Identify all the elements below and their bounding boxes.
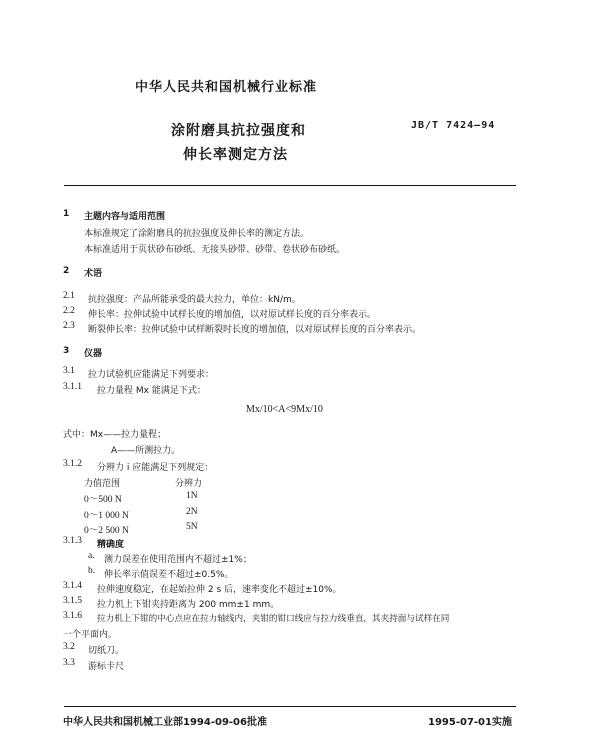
clause-2-3-number: 2.3 [63, 321, 75, 331]
item-b-label: b. [88, 566, 96, 576]
section-1-heading: 主题内容与适用范围 [84, 212, 166, 222]
clause-3-1-2-text: 分辨力 i 应能满足下列规定： [97, 463, 214, 473]
section-1-number: 1 [63, 209, 70, 219]
clause-3-1-1-text: 拉力量程 Mx 能满足下式： [97, 386, 206, 396]
document-title-line-1: 涂附磨具抗拉强度和 [171, 123, 306, 139]
document-title-line-2: 伸长率测定方法 [183, 147, 288, 163]
clause-3-2-number: 3.2 [63, 642, 75, 652]
clause-3-1-2-number: 3.1.2 [63, 459, 82, 469]
clause-3-1-4-text: 拉伸速度稳定，在起始拉伸 2 s 后，速率变化不超过±10%。 [97, 585, 342, 595]
item-a-text: 测力误差在使用范围内不超过±1%； [104, 555, 252, 565]
clause-3-1-text: 拉力试验机应能满足下列要求： [88, 370, 215, 380]
clause-3-1-3-text: 精确度 [97, 540, 125, 550]
clause-3-1-6-text-line-2: 一个平面内。 [63, 630, 118, 640]
footer-divider [64, 706, 516, 707]
table-row-3-resolution: 5N [186, 522, 198, 532]
header-divider [64, 185, 516, 186]
standard-number: JB/T 7424—94 [411, 120, 496, 131]
table-row-2-range: 0～1 000 N [84, 511, 129, 521]
clause-3-1-3-number: 3.1.3 [63, 536, 82, 546]
clause-3-3-text: 游标卡尺 [88, 662, 125, 672]
clause-2-2-text: 伸长率：拉伸试验中试样长度的增加值，以对原试样长度的百分率表示。 [88, 310, 377, 320]
formula-where-line-2: A——所测拉力。 [111, 446, 181, 456]
range-formula: Mx/10<A<9Mx/10 [246, 404, 323, 415]
issuing-organization: 中华人民共和国机械行业标准 [135, 80, 318, 95]
section-1-paragraph-1: 本标准规定了涂附磨具的抗拉强度及伸长率的测定方法。 [84, 229, 310, 239]
table-row-3-range: 0～2 500 N [84, 526, 129, 536]
table-row-2-resolution: 2N [186, 507, 198, 517]
clause-2-1-number: 2.1 [63, 291, 75, 301]
clause-3-1-6-text-line-1: 拉力机上下钳的中心点应在拉力轴线内，夹钳的钳口线应与拉力线垂直，其夹持面与试样在同 [97, 614, 450, 624]
table-header-resolution: 分辨力 [175, 479, 203, 489]
clause-3-1-4-number: 3.1.4 [63, 581, 82, 591]
section-2-number: 2 [63, 266, 70, 276]
item-b-text: 伸长率示值误差不超过±0.5%。 [104, 570, 234, 580]
table-row-1-resolution: 1N [186, 491, 198, 501]
clause-2-2-number: 2.2 [63, 306, 75, 316]
clause-3-1-1-number: 3.1.1 [63, 382, 82, 392]
section-1-paragraph-2: 本标准适用于页状砂布砂纸、无接头砂带、砂带、卷状砂布砂纸。 [84, 245, 346, 255]
section-3-heading: 仪器 [84, 349, 103, 359]
formula-where-line-1: 式中：Mx——拉力量程； [63, 430, 167, 440]
implementation-date: 1995-07-01实施 [428, 717, 512, 728]
clause-3-1-5-text: 拉力机上下钳夹持距离为 200 mm±1 mm。 [97, 600, 280, 610]
table-row-1-range: 0～500 N [84, 495, 122, 505]
clause-2-1-text: 抗拉强度：产品所能承受的最大拉力，单位：kN/m。 [88, 295, 301, 305]
clause-3-1-number: 3.1 [63, 366, 75, 376]
item-a-label: a. [88, 551, 95, 561]
section-3-number: 3 [63, 346, 70, 356]
clause-2-3-text: 断裂伸长率：拉伸试验中试样断裂时长度的增加值，以对原试样长度的百分率表示。 [88, 325, 422, 335]
clause-3-3-number: 3.3 [63, 658, 75, 668]
table-header-force-range: 力值范围 [84, 479, 121, 489]
clause-3-2-text: 切纸刀。 [88, 646, 125, 656]
clause-3-1-6-number: 3.1.6 [63, 611, 82, 621]
section-2-heading: 术语 [84, 269, 103, 279]
approval-note: 中华人民共和国机械工业部1994-09-06批准 [63, 717, 267, 728]
clause-3-1-5-number: 3.1.5 [63, 596, 82, 606]
